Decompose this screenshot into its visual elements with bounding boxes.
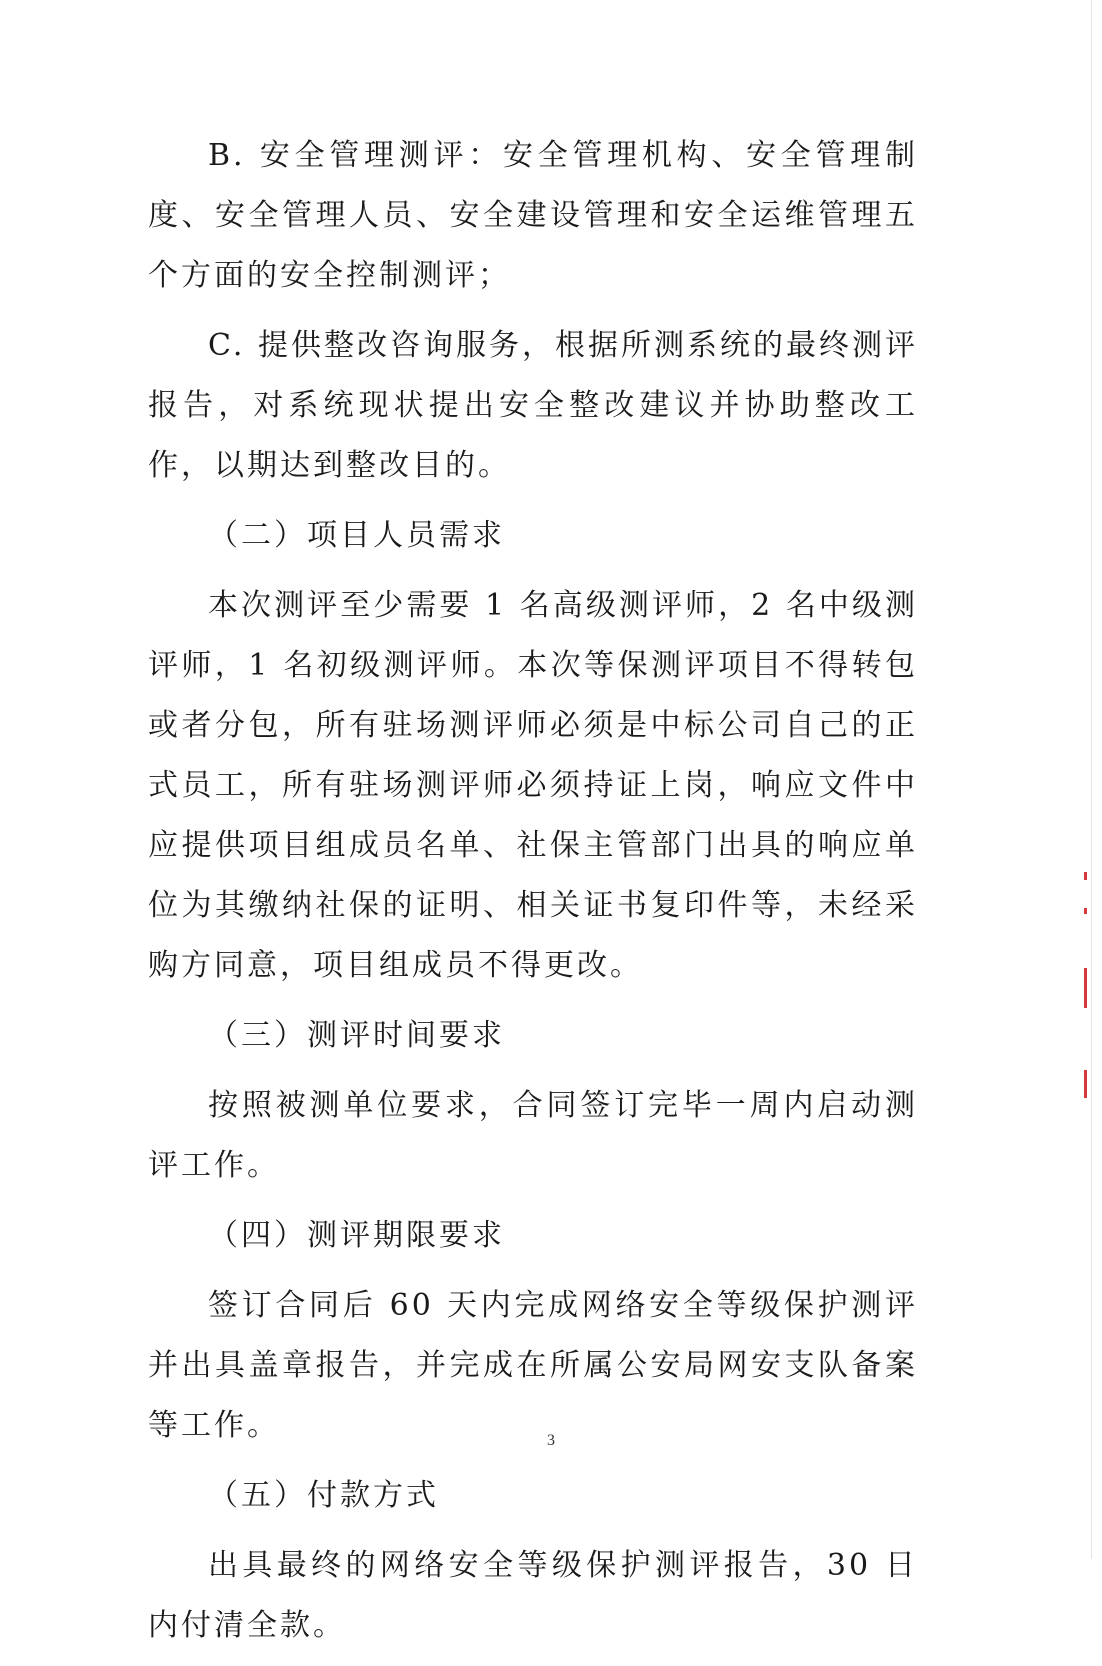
section-4-heading: （四）测评期限要求 (208, 1218, 505, 1253)
section-3-heading: （三）测评时间要求 (208, 1018, 505, 1053)
section-4-body: 签订合同后 60 天内完成网络安全等级保护测评并出具盖章报告，并完成在所属公安局网安支队备案等工作。 (148, 1288, 918, 1443)
section-5-heading: （五）付款方式 (208, 1478, 439, 1513)
page-number: 3 (547, 1432, 555, 1449)
seal-edge-mark (1084, 872, 1087, 880)
seal-edge-mark (1084, 968, 1087, 1008)
seal-edge-mark (1084, 1070, 1087, 1098)
section-2-heading: （二）项目人员需求 (208, 518, 505, 553)
page-edge-line (1091, 0, 1092, 1559)
section-3-body: 按照被测单位要求，合同签订完毕一周内启动测评工作。 (148, 1088, 918, 1183)
section-2-body: 本次测评至少需要 1 名高级测评师，2 名中级测评师，1 名初级测评师。本次等保测评项目不得转包或者分包，所有驻场测评师必须是中标公司自己的正式员工，所有驻场测评师必须持证上岗，响应文件中应提供项目组成员名单、社保主管部门出具的响应单位为其缴纳社保的证明、相关证书复印件等，未经采购方同意，项目组成员不得更改。 (148, 588, 918, 983)
section-5-body: 出具最终的网络安全等级保护测评报告，30 日内付清全款。 (148, 1548, 918, 1643)
item-c-paragraph: C. 提供整改咨询服务，根据所测系统的最终测评报告，对系统现状提出安全整改建议并协助整改工作，以期达到整改目的。 (148, 328, 918, 483)
seal-edge-mark (1084, 908, 1087, 914)
item-b-paragraph: B. 安全管理测评：安全管理机构、安全管理制度、安全管理人员、安全建设管理和安全运维管理五个方面的安全控制测评； (148, 138, 918, 293)
